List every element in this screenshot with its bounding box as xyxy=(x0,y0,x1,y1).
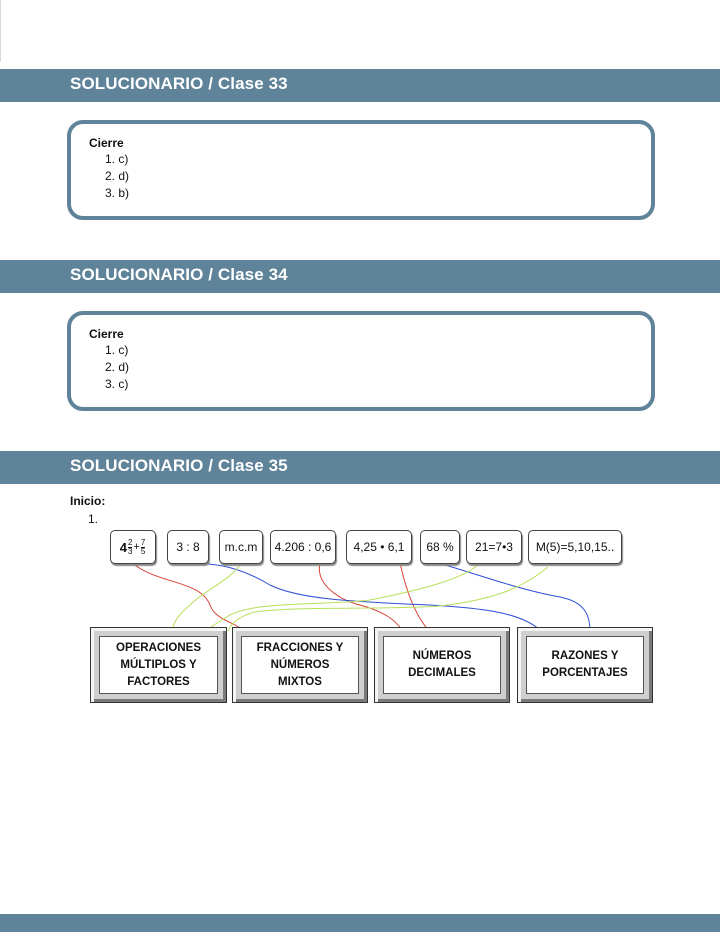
category-line: PORCENTAJES xyxy=(542,667,628,679)
section-title: SOLUCIONARIO / Clase 34 xyxy=(70,265,288,284)
blue-connector xyxy=(185,564,540,630)
answer-item: 1. c) xyxy=(105,343,129,357)
category-decimales xyxy=(374,627,510,703)
category-line: OPERACIONES xyxy=(116,641,201,654)
tile-mcm: m.c.m xyxy=(219,530,263,564)
plus-sign: + xyxy=(133,541,140,553)
tile-multiples: M(5)=5,10,15.. xyxy=(528,530,622,564)
whole-part: 4 xyxy=(119,539,127,555)
section-title: SOLUCIONARIO / Clase 33 xyxy=(70,74,288,93)
fraction xyxy=(128,539,132,556)
numerator: 7 xyxy=(140,537,146,547)
category-line: FACTORES xyxy=(127,675,190,688)
answer-item: 2. d) xyxy=(105,360,130,374)
numerator: 2 xyxy=(127,537,133,547)
category-label xyxy=(241,636,359,694)
answer-item: 1. c) xyxy=(105,152,129,166)
category-operaciones xyxy=(90,627,227,703)
category-label xyxy=(526,636,644,694)
category-fracciones xyxy=(232,627,368,703)
fraction-expression xyxy=(120,539,147,556)
category-line: NÚMEROS xyxy=(270,658,330,671)
category-line: MÚLTIPLOS Y xyxy=(120,658,197,671)
section-title: SOLUCIONARIO / Clase 35 xyxy=(70,456,288,475)
denominator: 5 xyxy=(140,546,146,556)
category-razones xyxy=(517,627,653,703)
tile-decimal-product: 4,25 • 6,1 xyxy=(346,530,412,564)
tile-decimal-division: 4.206 : 0,6 xyxy=(270,530,336,564)
category-line: FRACCIONES Y xyxy=(256,641,344,654)
tile-fraction-sum xyxy=(110,530,156,564)
answer-item: 2. d) xyxy=(105,169,130,183)
tile-factorization: 21=7•3 xyxy=(466,530,522,564)
box-title: Cierre xyxy=(89,136,124,150)
category-label xyxy=(383,636,501,694)
inicio-label: Inicio: xyxy=(70,494,106,508)
category-line: RAZONES Y xyxy=(551,650,619,662)
denominator: 3 xyxy=(127,546,133,556)
green-connector xyxy=(228,567,548,631)
tile-percent: 68 % xyxy=(420,530,460,564)
answer-item: 3. c) xyxy=(105,377,129,391)
item-number: 1. xyxy=(88,512,99,526)
category-label xyxy=(99,636,218,694)
blue-connector xyxy=(445,565,590,632)
red-connector xyxy=(400,563,428,630)
red-connector xyxy=(132,563,242,630)
category-line: DECIMALES xyxy=(408,667,476,679)
tile-ratio: 3 : 8 xyxy=(167,530,209,564)
category-line: NÚMEROS xyxy=(412,650,472,662)
fraction xyxy=(141,539,145,556)
footer-band xyxy=(0,914,720,932)
box-title: Cierre xyxy=(89,327,124,341)
red-connector xyxy=(319,563,402,630)
category-line: MIXTOS xyxy=(278,675,322,688)
answer-item: 3. b) xyxy=(105,186,130,200)
